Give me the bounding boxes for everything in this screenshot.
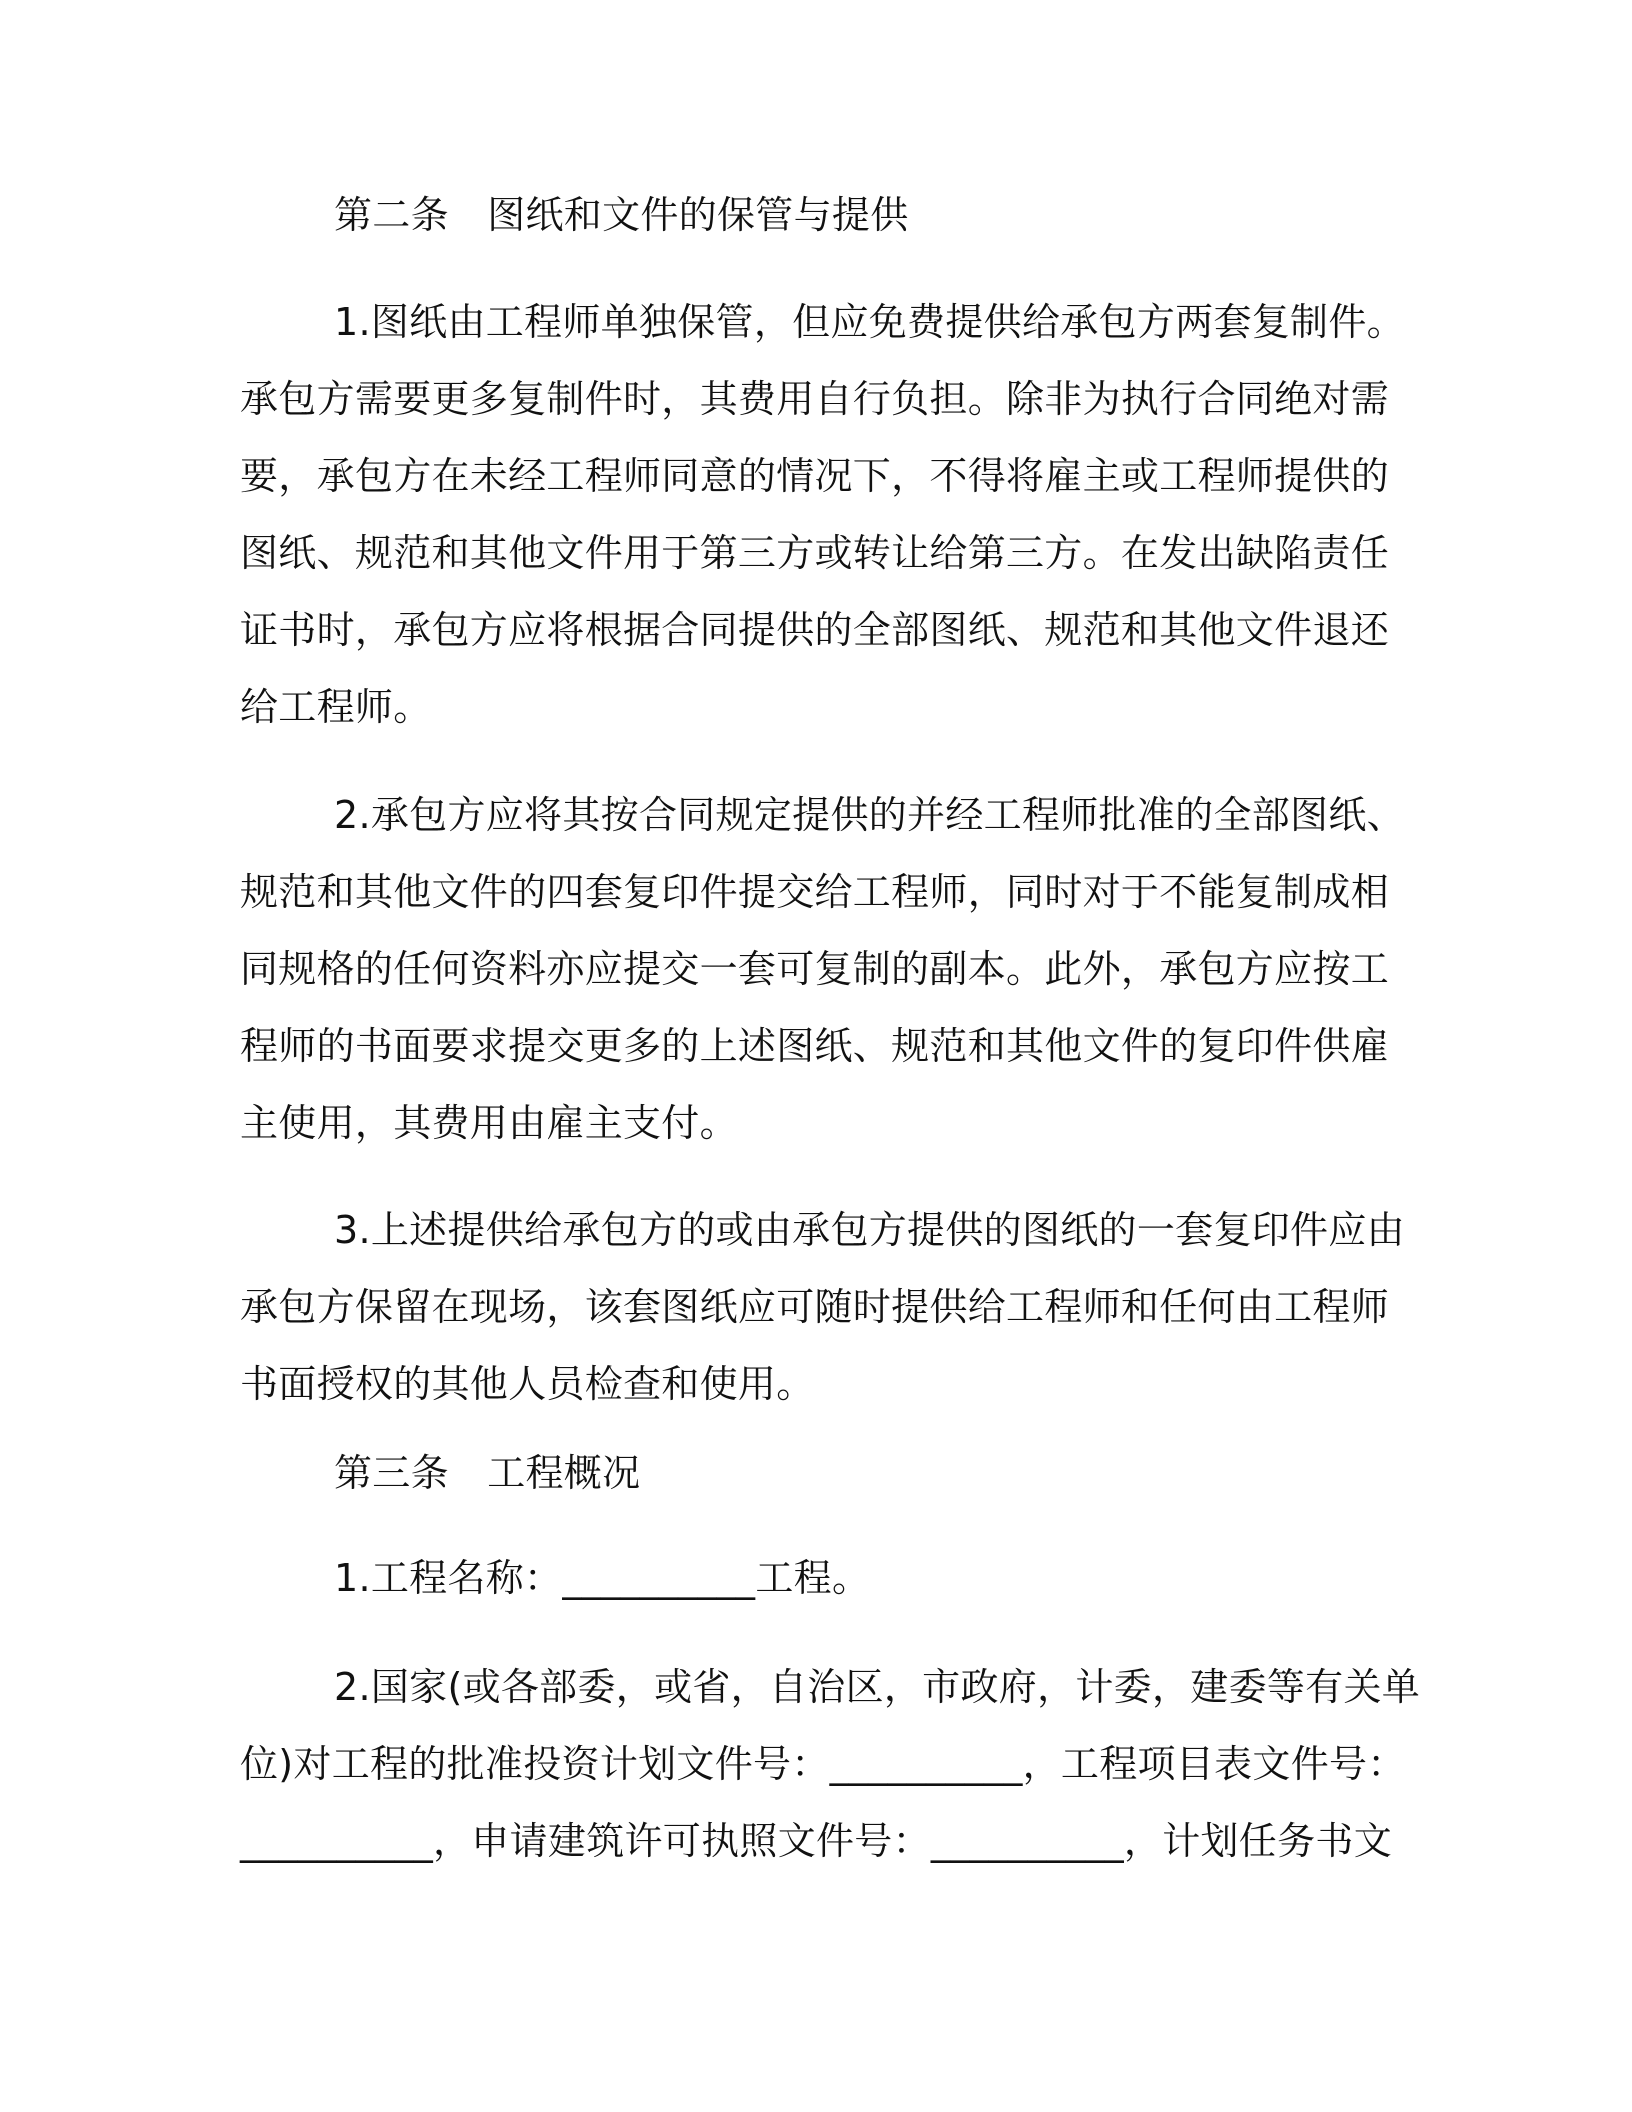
section-2-para-1-line: 给工程师。 (240, 685, 432, 729)
section-3-para-2-line: 位)对工程的批准投资计划文件号：__________，工程项目表文件号： (240, 1742, 1406, 1786)
section-2-heading: 第二条 图纸和文件的保管与提供 (334, 193, 909, 237)
section-2-para-3-line: 书面授权的其他人员检查和使用。 (240, 1362, 815, 1406)
section-2-para-1-line: 图纸、规范和其他文件用于第三方或转让给第三方。在发出缺陷责任 (240, 531, 1390, 575)
section-2-para-2-line: 同规格的任何资料亦应提交一套可复制的副本。此外，承包方应按工 (240, 947, 1390, 991)
section-2-para-2-line: 2.承包方应将其按合同规定提供的并经工程师批准的全部图纸、 (334, 793, 1405, 837)
section-2-para-3-line: 3.上述提供给承包方的或由承包方提供的图纸的一套复印件应由 (334, 1208, 1405, 1252)
section-2-para-2-line: 程师的书面要求提交更多的上述图纸、规范和其他文件的复印件供雇 (240, 1024, 1390, 1068)
section-3-para-2-line: 2.国家(或各部委，或省，自治区，市政府，计委，建委等有关单 (334, 1665, 1421, 1709)
section-2-para-1-line: 要，承包方在未经工程师同意的情况下，不得将雇主或工程师提供的 (240, 454, 1390, 498)
section-3-heading: 第三条 工程概况 (334, 1451, 641, 1495)
section-2-para-1-line: 1.图纸由工程师单独保管，但应免费提供给承包方两套复制件。 (334, 300, 1405, 344)
section-2-para-2-line: 主使用，其费用由雇主支付。 (240, 1101, 738, 1145)
section-3-para-1-line: 1.工程名称：__________工程。 (334, 1556, 871, 1600)
section-2-para-3-line: 承包方保留在现场，该套图纸应可随时提供给工程师和任何由工程师 (240, 1285, 1390, 1329)
section-3-para-2-line: __________，申请建筑许可执照文件号：__________，计划任务书文 (240, 1819, 1393, 1863)
section-2-para-1-line: 承包方需要更多复制件时，其费用自行负担。除非为执行合同绝对需 (240, 377, 1390, 421)
section-2-para-1-line: 证书时，承包方应将根据合同提供的全部图纸、规范和其他文件退还 (240, 608, 1390, 652)
section-2-para-2-line: 规范和其他文件的四套复印件提交给工程师，同时对于不能复制成相 (240, 870, 1390, 914)
